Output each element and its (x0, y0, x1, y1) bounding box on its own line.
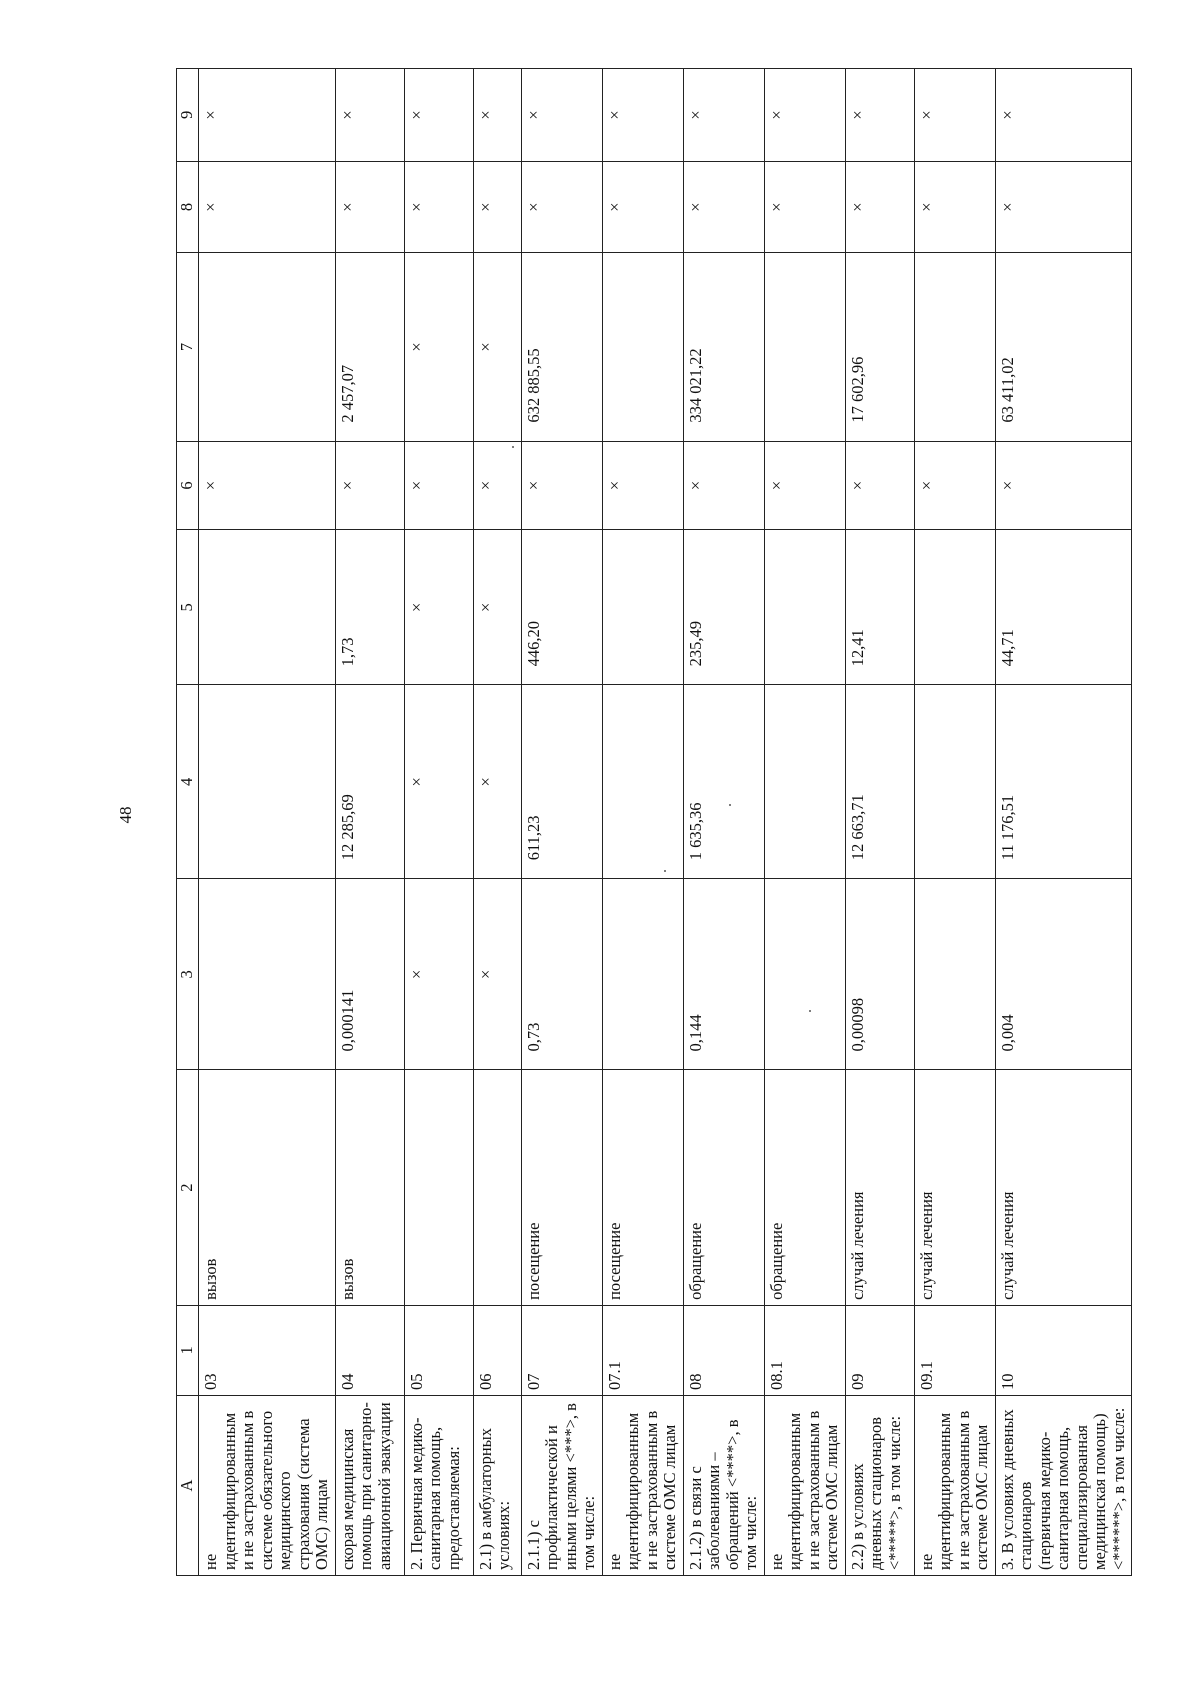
line-code: 08 (683, 1305, 764, 1395)
col9-value: × (683, 69, 764, 162)
row-label: 2.1.1) с профилактической и иными целями <***>, в том числе: (521, 1395, 602, 1575)
col7-value: 2 457,07 (335, 253, 404, 441)
row-label: не идентифицированным и не застрахованным в системе обязательного медицинского страхования (система ОМС) лицам (199, 1395, 336, 1575)
col8-value: × (995, 161, 1132, 252)
line-code: 09 (845, 1305, 914, 1395)
table-row (473, 69, 521, 1576)
line-code: 04 (335, 1305, 404, 1395)
col6-value: × (764, 441, 845, 530)
col4-value (199, 685, 336, 879)
table-row (404, 69, 473, 1576)
header-cell: 4 (177, 685, 199, 879)
unit (473, 1070, 521, 1305)
unit: посещение (521, 1070, 602, 1305)
header-cell: 2 (177, 1070, 199, 1305)
table-row (335, 69, 404, 1576)
col8-value: × (602, 161, 683, 252)
col4-value: 11 176,51 (995, 685, 1132, 879)
header-row (177, 69, 199, 1576)
col6-value: × (521, 441, 602, 530)
scan-speck (729, 804, 731, 806)
col6-value: × (845, 441, 914, 530)
row-label: не идентифицированным и не застрахованным в системе ОМС лицам (602, 1395, 683, 1575)
col4-value (602, 685, 683, 879)
unit: случай лечения (995, 1070, 1132, 1305)
header-cell: 1 (177, 1305, 199, 1395)
table-row (764, 69, 845, 1576)
unit: случай лечения (914, 1070, 995, 1305)
header-cell: 6 (177, 441, 199, 530)
row-label: 2.1.2) в связи с заболеваниями – обращений <****>, в том числе: (683, 1395, 764, 1575)
col3-value (602, 879, 683, 1070)
col5-value: × (473, 530, 521, 685)
col9-value: × (995, 69, 1132, 162)
col9-value: × (521, 69, 602, 162)
col6-value: × (914, 441, 995, 530)
col8-value: × (199, 161, 336, 252)
col9-value: × (404, 69, 473, 162)
col3-value (914, 879, 995, 1070)
col5-value (199, 530, 336, 685)
col6-value: × (602, 441, 683, 530)
col4-value: 611,23 (521, 685, 602, 879)
line-code: 08.1 (764, 1305, 845, 1395)
header-cell: 8 (177, 161, 199, 252)
unit (404, 1070, 473, 1305)
unit: вызов (335, 1070, 404, 1305)
col8-value: × (764, 161, 845, 252)
col5-value (602, 530, 683, 685)
col4-value: 1 635,36 (683, 685, 764, 879)
col6-value: × (404, 441, 473, 530)
header-cell: А (177, 1395, 199, 1575)
table-row (602, 69, 683, 1576)
col7-value: 17 602,96 (845, 253, 914, 441)
line-code: 05 (404, 1305, 473, 1395)
line-code: 07.1 (602, 1305, 683, 1395)
col7-value: × (473, 253, 521, 441)
col8-value: × (914, 161, 995, 252)
col7-value: 334 021,22 (683, 253, 764, 441)
col8-value: × (473, 161, 521, 252)
col7-value (199, 253, 336, 441)
col3-value: 0,144 (683, 879, 764, 1070)
scan-speck (809, 1010, 811, 1012)
rotated-table-container (176, 68, 1128, 1576)
row-label: 2. Первичная медико-санитарная помощь, предоставляемая: (404, 1395, 473, 1575)
col9-value: × (914, 69, 995, 162)
col4-value: 12 663,71 (845, 685, 914, 879)
col9-value: × (473, 69, 521, 162)
col6-value: × (335, 441, 404, 530)
table-body (199, 69, 1132, 1576)
unit: обращение (764, 1070, 845, 1305)
row-label: скорая медицинская помощь при санитарно-авиационной эвакуации (335, 1395, 404, 1575)
col7-value: × (404, 253, 473, 441)
col3-value: 0,00098 (845, 879, 914, 1070)
col4-value (764, 685, 845, 879)
col5-value: 235,49 (683, 530, 764, 685)
col8-value: × (521, 161, 602, 252)
row-label: не идентифицированным и не застрахованным в системе ОМС лицам (764, 1395, 845, 1575)
col6-value: × (199, 441, 336, 530)
unit: вызов (199, 1070, 336, 1305)
col7-value (602, 253, 683, 441)
row-label: 3. В условиях дневных стационаров (первичная медико-санитарная помощь, специализированная медицинская помощь) <******>, в том числе: (995, 1395, 1132, 1575)
col4-value: × (404, 685, 473, 879)
col3-value (764, 879, 845, 1070)
col4-value: × (473, 685, 521, 879)
col5-value: 1,73 (335, 530, 404, 685)
table-row (683, 69, 764, 1576)
col3-value: 0,000141 (335, 879, 404, 1070)
row-label: 2.1) в амбулаторных условиях: (473, 1395, 521, 1575)
col3-value: 0,004 (995, 879, 1132, 1070)
col7-value: 632 885,55 (521, 253, 602, 441)
col7-value (764, 253, 845, 441)
col9-value: × (199, 69, 336, 162)
line-code: 07 (521, 1305, 602, 1395)
financing-table (176, 68, 1132, 1576)
table-row (914, 69, 995, 1576)
col5-value (914, 530, 995, 685)
col3-value: × (404, 879, 473, 1070)
col3-value: 0,73 (521, 879, 602, 1070)
col5-value: × (404, 530, 473, 685)
table-row (521, 69, 602, 1576)
col3-value (199, 879, 336, 1070)
col5-value: 12,41 (845, 530, 914, 685)
col7-value: 63 411,02 (995, 253, 1132, 441)
col9-value: × (335, 69, 404, 162)
col9-value: × (845, 69, 914, 162)
col8-value: × (683, 161, 764, 252)
col5-value: 446,20 (521, 530, 602, 685)
scan-speck (512, 446, 514, 448)
line-code: 03 (199, 1305, 336, 1395)
col9-value: × (764, 69, 845, 162)
col3-value: × (473, 879, 521, 1070)
table-row (995, 69, 1132, 1576)
col4-value (914, 685, 995, 879)
line-code: 10 (995, 1305, 1132, 1395)
col8-value: × (335, 161, 404, 252)
unit: посещение (602, 1070, 683, 1305)
unit: случай лечения (845, 1070, 914, 1305)
page-number: 48 (116, 806, 135, 824)
col4-value: 12 285,69 (335, 685, 404, 879)
header-cell: 3 (177, 879, 199, 1070)
table-row (199, 69, 336, 1576)
header-cell: 9 (177, 69, 199, 162)
col8-value: × (845, 161, 914, 252)
col6-value: × (683, 441, 764, 530)
col5-value: 44,71 (995, 530, 1132, 685)
line-code: 09.1 (914, 1305, 995, 1395)
table-row (845, 69, 914, 1576)
col7-value (914, 253, 995, 441)
col9-value: × (602, 69, 683, 162)
line-code: 06 (473, 1305, 521, 1395)
header-cell: 7 (177, 253, 199, 441)
row-label: 2.2) в условиях дневных стационаров <*****>, в том числе: (845, 1395, 914, 1575)
col6-value: × (995, 441, 1132, 530)
unit: обращение (683, 1070, 764, 1305)
scan-speck (664, 870, 666, 872)
col8-value: × (404, 161, 473, 252)
row-label: не идентифицированным и не застрахованным в системе ОМС лицам (914, 1395, 995, 1575)
header-cell: 5 (177, 530, 199, 685)
col5-value (764, 530, 845, 685)
col6-value: × (473, 441, 521, 530)
